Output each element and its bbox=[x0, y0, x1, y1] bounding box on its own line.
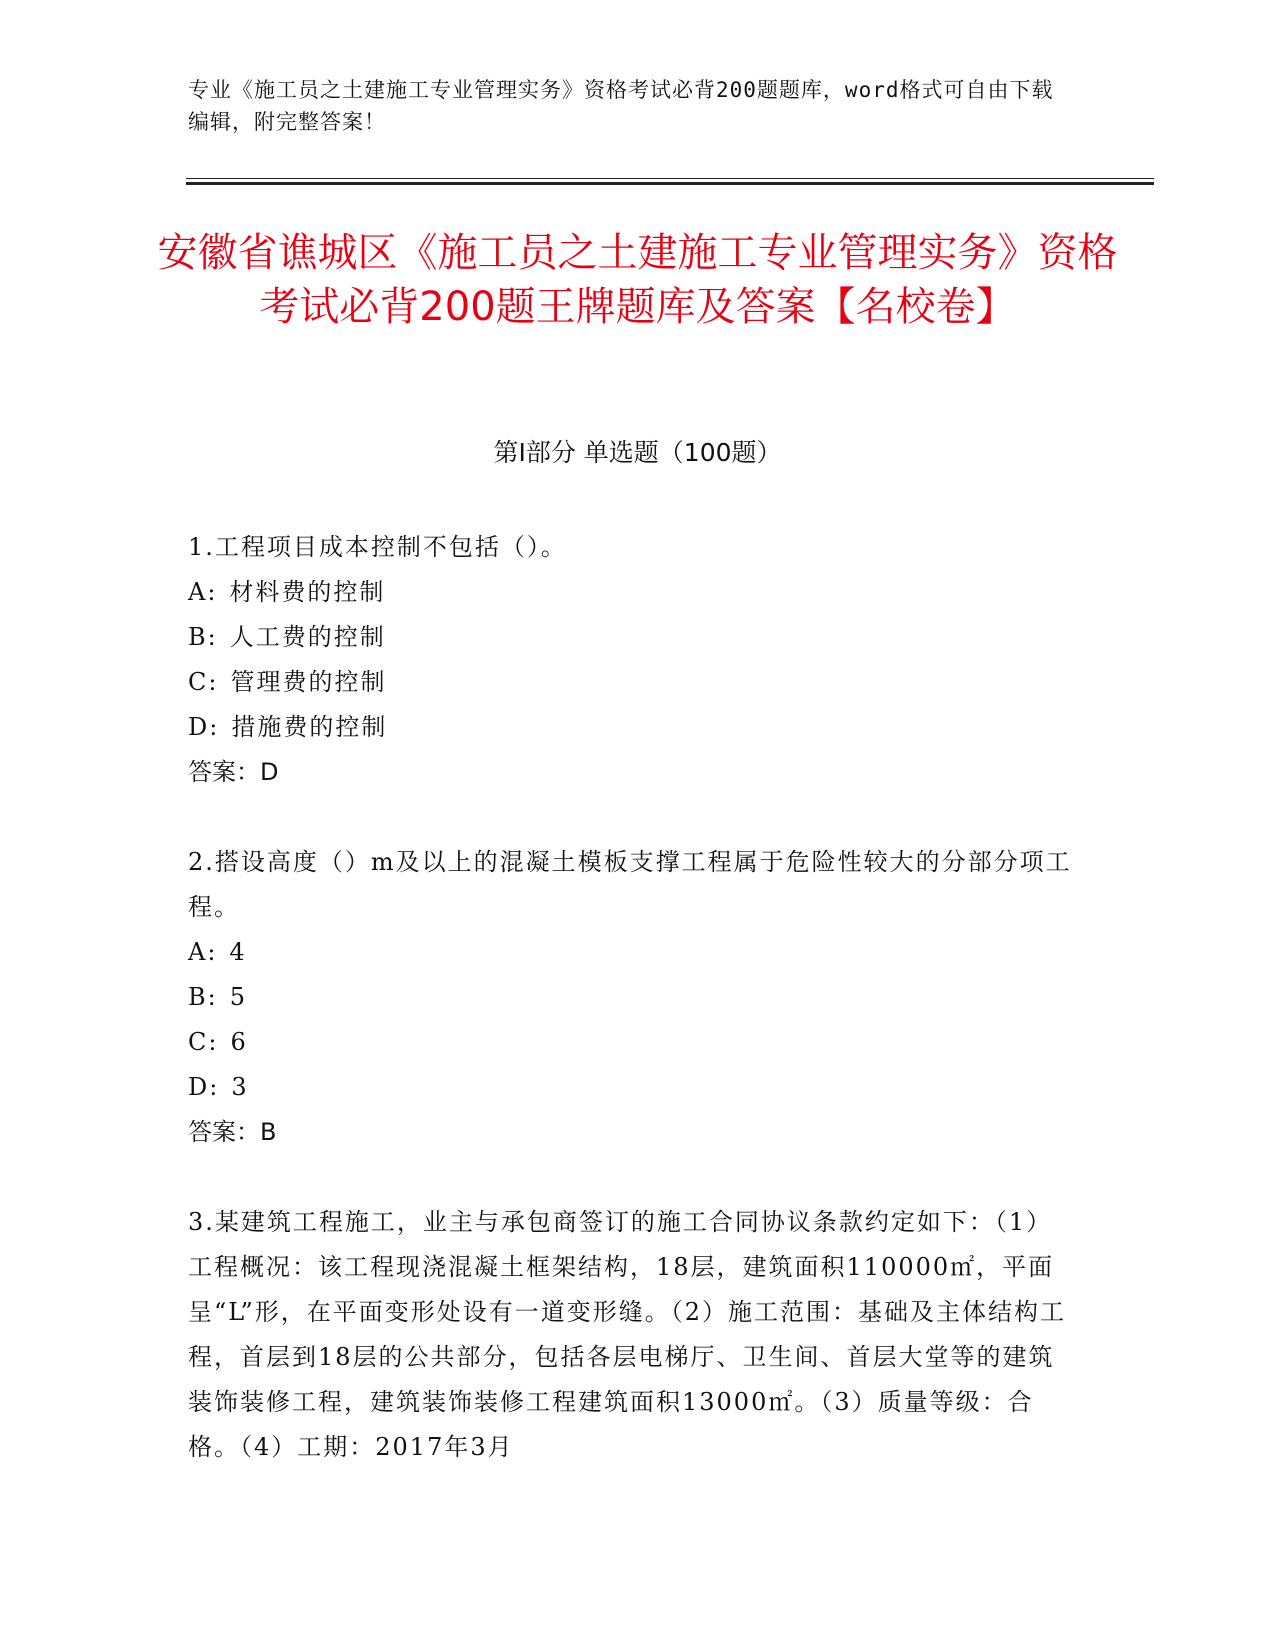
option-letter: D: bbox=[188, 1073, 220, 1101]
question-stem: 1.工程项目成本控制不包括（）。 bbox=[188, 533, 567, 561]
option-text: 6 bbox=[230, 1028, 248, 1056]
option-letter: A: bbox=[188, 938, 218, 966]
option-letter: A: bbox=[188, 578, 218, 606]
option-text: 4 bbox=[229, 938, 247, 966]
option-letter: D: bbox=[188, 713, 220, 741]
answer-prefix: 答案： bbox=[188, 1118, 260, 1146]
option-text: 管理费的控制 bbox=[230, 668, 387, 696]
option-d bbox=[188, 1065, 1078, 1110]
section-heading: 第Ⅰ部分 单选题（100题） bbox=[493, 438, 782, 467]
option-text: 措施费的控制 bbox=[231, 713, 388, 741]
header-rule-thin bbox=[186, 178, 1154, 179]
header-note: 专业《施工员之土建施工专业管理实务》资格考试必背200题题库，word格式可自由下载编辑，附完整答案！ bbox=[188, 78, 1054, 134]
question-list bbox=[188, 525, 1078, 1515]
option-d bbox=[188, 705, 1078, 750]
header-rule-thick bbox=[186, 182, 1154, 185]
option-b bbox=[188, 975, 1078, 1020]
option-letter: C: bbox=[188, 668, 219, 696]
option-text: 人工费的控制 bbox=[229, 623, 386, 651]
option-a bbox=[188, 930, 1078, 975]
option-text: 3 bbox=[231, 1073, 249, 1101]
document-title: 安徽省谯城区《施工员之土建施工专业管理实务》资格考试必背200题王牌题库及答案【名校卷】 bbox=[157, 230, 1118, 330]
question-3 bbox=[188, 1200, 1078, 1470]
answer-line bbox=[188, 1110, 1078, 1155]
option-list bbox=[188, 570, 1078, 750]
option-a bbox=[188, 570, 1078, 615]
option-c bbox=[188, 660, 1078, 705]
option-text: 5 bbox=[229, 983, 248, 1011]
answer-value: B bbox=[260, 1118, 277, 1146]
question-2 bbox=[188, 840, 1078, 1155]
answer-prefix: 答案： bbox=[188, 758, 260, 786]
question-stem: 3.某建筑工程施工，业主与承包商签订的施工合同协议条款约定如下：（1）工程概况：该工程现浇混凝土框架结构，18层，建筑面积110000㎡，平面呈“L”形，在平面变形处设有一道变形缝。（2）施工范围：基础及主体结构工程，首层到18层的公共部分，包括各层电梯厅、卫生间、首层大堂等的建筑装饰装修工程，建筑装饰装修工程建筑面积13000㎡。（3）质量等级：合格。（4）工期：2017年3月 bbox=[188, 1208, 1066, 1461]
question-stem: 2.搭设高度（）m及以上的混凝土模板支撑工程属于危险性较大的分部分项工程。 bbox=[188, 848, 1072, 921]
answer-value: D bbox=[260, 758, 279, 786]
option-b bbox=[188, 615, 1078, 660]
option-list bbox=[188, 930, 1078, 1110]
question-1 bbox=[188, 525, 1078, 795]
option-letter: B: bbox=[188, 983, 218, 1011]
answer-line bbox=[188, 750, 1078, 795]
option-letter: C: bbox=[188, 1028, 219, 1056]
option-letter: B: bbox=[188, 623, 218, 651]
option-c bbox=[188, 1020, 1078, 1065]
option-text: 材料费的控制 bbox=[229, 578, 386, 606]
